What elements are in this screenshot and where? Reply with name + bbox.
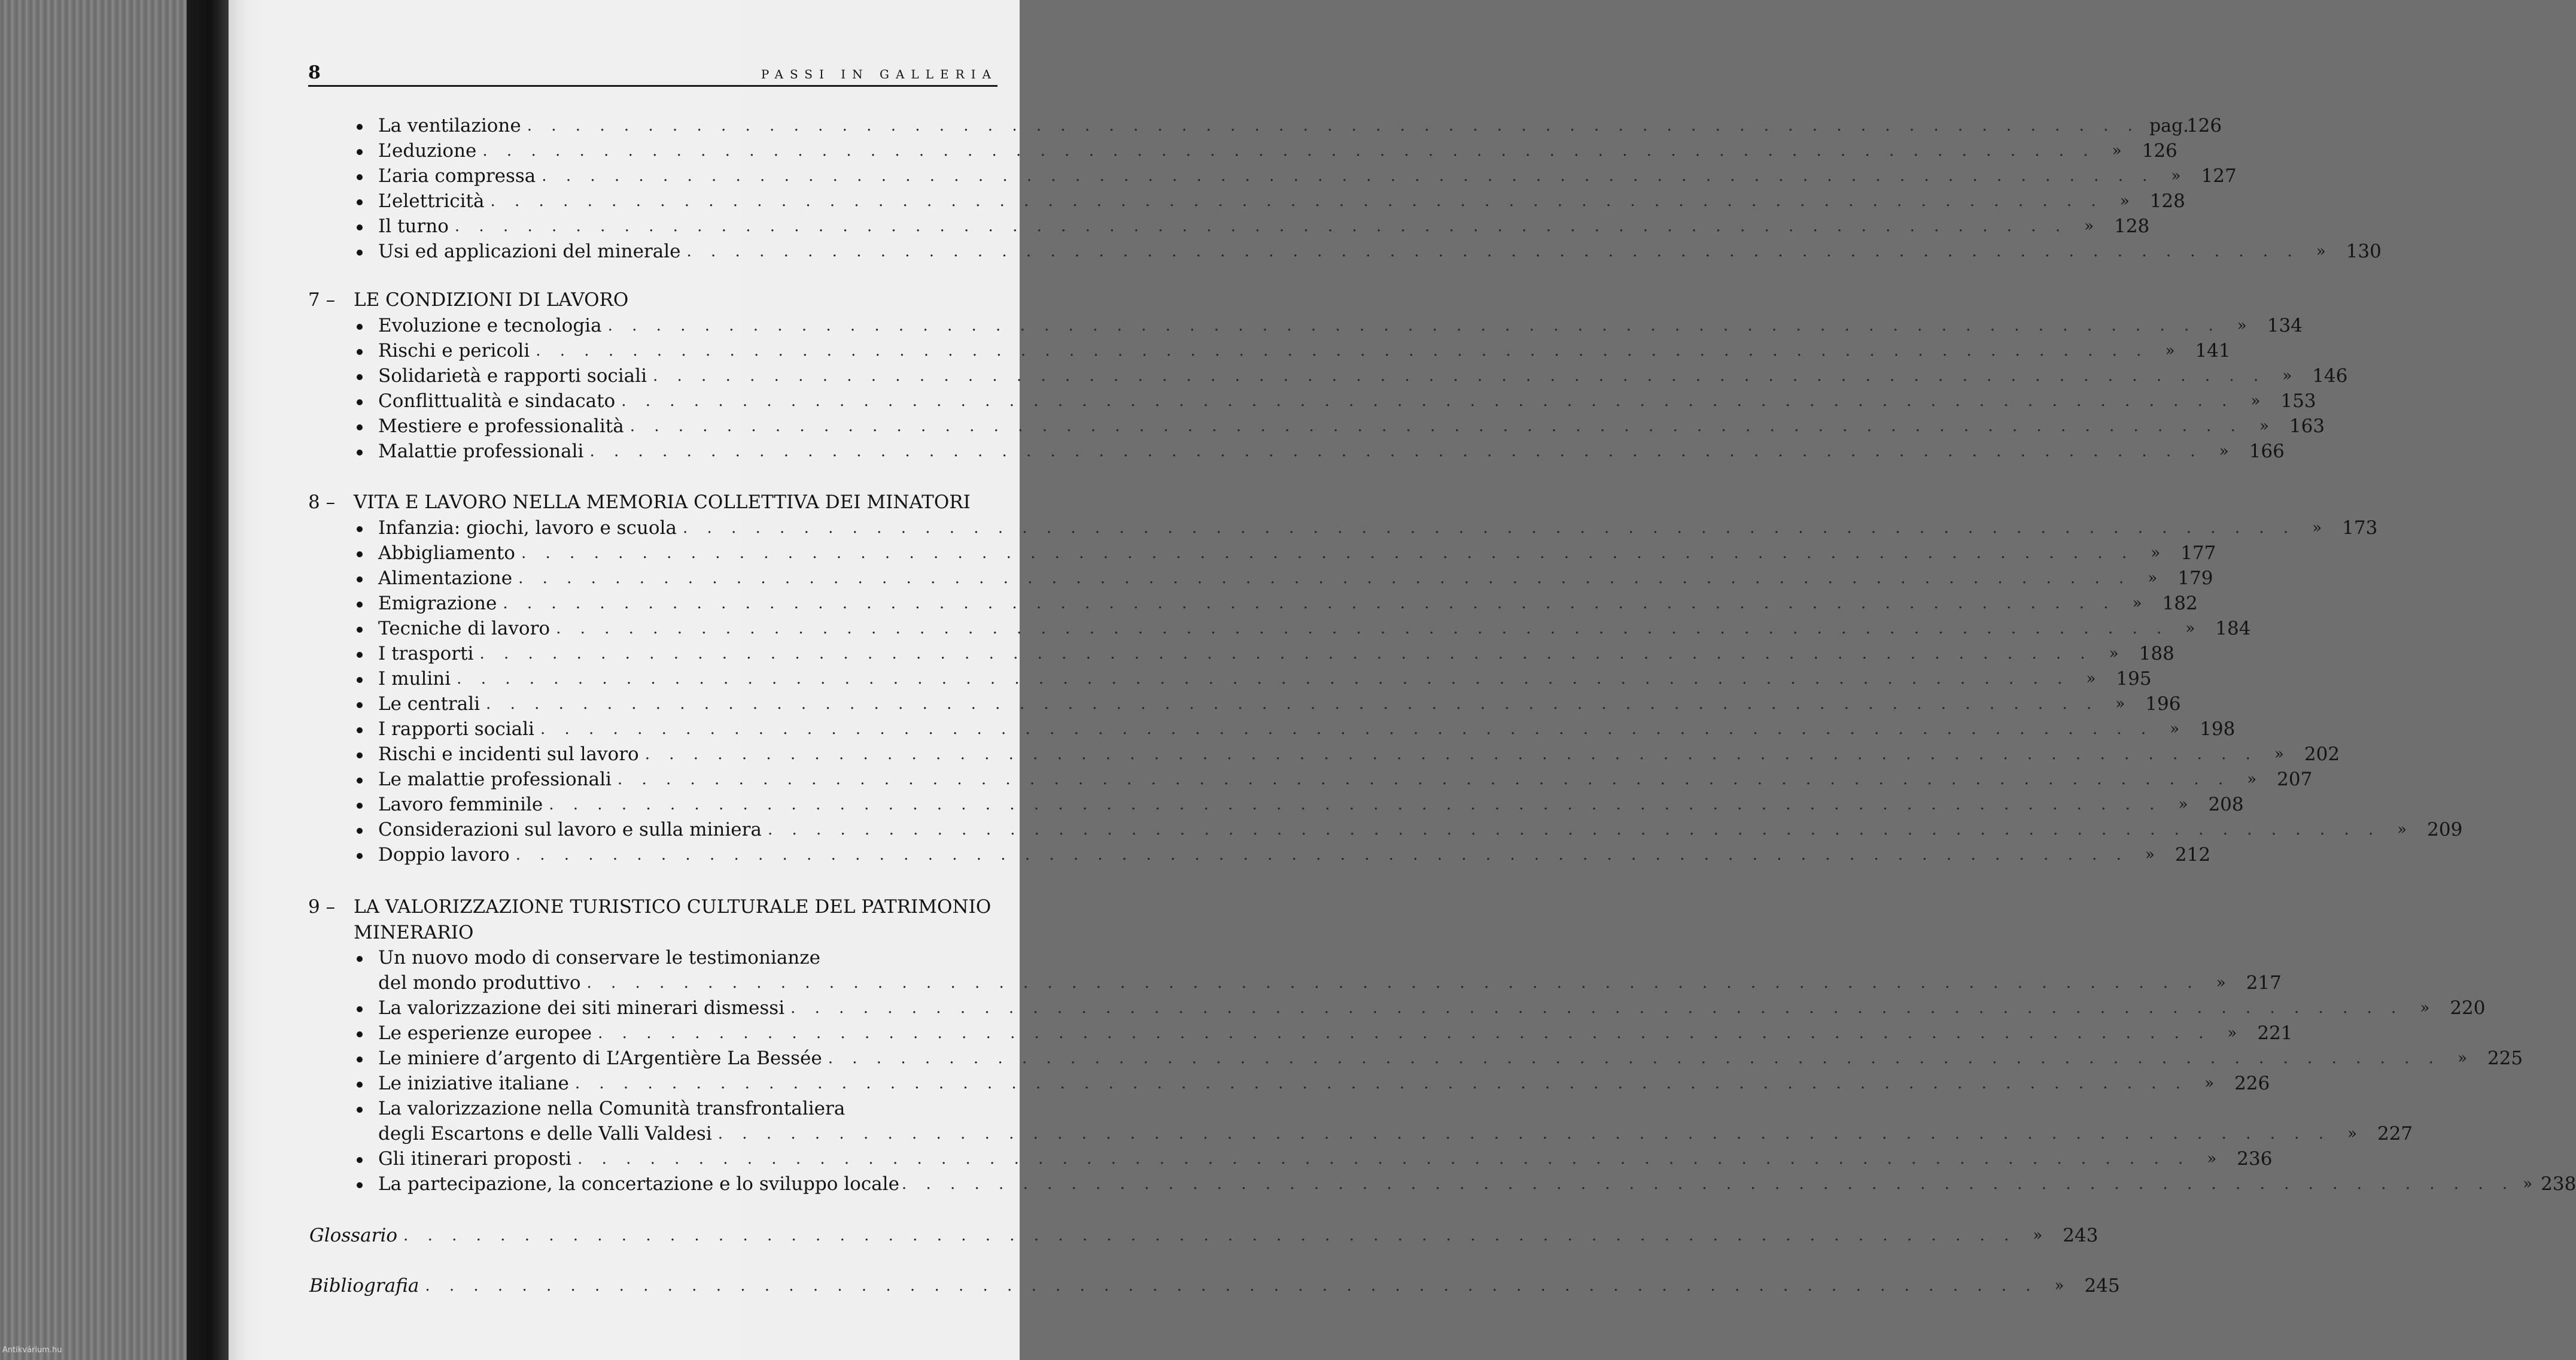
dot-leader: . . . . . . . . . . . . . . . . . . . . . . . . . . . . . . . . . . . . . . . . . . . . . . . . . . . . . . . . . . . . . . . . . . . — [682, 519, 2296, 537]
toc-entry-label: Evoluzione e tecnologia — [378, 315, 602, 336]
dot-leader: . . . . . . . . . . . . . . . . . . . . . . . . . . . . . . . . . . . . . . . . . . . . . . . . . . . . . . . . . . . . . . . . . . . — [542, 167, 2155, 185]
dot-leader: . . . . . . . . . . . . . . . . . . . . . . . . . . . . . . . . . . . . . . . . . . . . . . . . . . . . . . . . . . . . . . . . . . . — [527, 117, 2140, 135]
toc-entry-page: 146 — [2312, 365, 2348, 387]
bullet-icon — [356, 365, 378, 387]
bullet-icon — [356, 844, 378, 866]
section-title: LA VALORIZZAZIONE TURISTICO CULTURALE DEL PATRIMONIO — [354, 896, 992, 918]
toc-entry-marker: » — [2165, 342, 2175, 360]
section-title: LE CONDIZIONI DI LAVORO — [354, 289, 629, 311]
toc-entry — [356, 691, 2181, 717]
toc-entry-label: L’aria compressa — [378, 165, 536, 187]
toc-entry-label: degli Escartons e delle Valli Valdesi — [378, 1123, 712, 1145]
toc-entry-marker: » — [2207, 1150, 2217, 1168]
toc-entry-label: Bibliografia — [309, 1275, 419, 1297]
toc-entry-marker: » — [2259, 417, 2269, 435]
dot-leader: . . . . . . . . . . . . . . . . . . . . . . . . . . . . . . . . . . . . . . . . . . . . . . . . . . . . . . . . . . . . . . . . . . . — [644, 745, 2258, 763]
dot-leader: . . . . . . . . . . . . . . . . . . . . . . . . . . . . . . . . . . . . . . . . . . . . . . . . . . . . . . . . . . . . . . . . . . . — [490, 192, 2103, 210]
bullet-icon — [356, 618, 378, 639]
bullet-icon — [356, 340, 378, 362]
bullet-icon — [356, 567, 378, 589]
toc-entry-marker: » — [2185, 620, 2195, 638]
section-number: 7 – — [308, 289, 336, 311]
bullet-icon — [356, 593, 378, 614]
toc-entry — [356, 666, 2152, 691]
dot-leader: . . . . . . . . . . . . . . . . . . . . . . . . . . . . . . . . . . . . . . . . . . . . . . . . . . . . . . . . . . . . . . . . . . . — [598, 1024, 2211, 1042]
toc-entry — [356, 616, 2251, 641]
toc-entry-label: Le malattie professionali — [378, 769, 612, 790]
toc-entry-label: Le iniziative italiane — [378, 1073, 569, 1094]
toc-entry-label: Le centrali — [378, 693, 480, 715]
toc-entry — [356, 414, 2325, 439]
toc-entry-page: 236 — [2237, 1148, 2273, 1170]
toc-entry-marker: » — [2084, 217, 2094, 235]
bullet-icon — [356, 190, 378, 212]
bullet-icon — [356, 315, 378, 336]
toc-entry-marker: » — [2145, 846, 2155, 864]
toc-entry — [356, 1021, 2293, 1046]
bullet-icon — [356, 819, 378, 840]
bullet-icon — [356, 241, 378, 262]
toc-entry-marker: » — [2109, 645, 2119, 663]
toc-entry — [356, 1146, 2273, 1171]
toc-entry — [356, 439, 2285, 464]
dot-leader: . . . . . . . . . . . . . . . . . . . . . . . . . . . . . . . . . . . . . . . . . . . . . . . . . . . . . . . . . . . . . . . . . . . — [653, 367, 2266, 385]
toc-entry-label: Infanzia: giochi, lavoro e scuola — [378, 517, 677, 539]
dot-leader: . . . . . . . . . . . . . . . . . . . . . . . . . . . . . . . . . . . . . . . . . . . . . . . . . . . . . . . . . . . . . . . . . . . — [717, 1125, 2331, 1143]
toc-entry-label: Un nuovo modo di conservare le testimonianze — [378, 947, 820, 969]
bullet-icon — [356, 165, 378, 187]
toc-entry-marker: » — [2132, 594, 2142, 612]
bullet-icon — [356, 415, 378, 437]
dot-leader: . . . . . . . . . . . . . . . . . . . . . . . . . . . . . . . . . . . . . . . . . . . . . . . . . . . . . . . . . . . . . . . . . . . — [767, 821, 2381, 839]
book-cover-edge — [187, 0, 229, 1360]
toc-entry-marker: » — [2397, 821, 2407, 839]
dot-leader: . . . . . . . . . . . . . . . . . . . . . . . . . . . . . . . . . . . . . . . . . . . . . . . . . . . . . . . . . . . . . . . . . . . — [540, 720, 2154, 738]
toc-entry-label: Conflittualità e sindacato — [378, 390, 616, 412]
toc-entry — [356, 113, 2222, 138]
toc-entry-label: Considerazioni sul lavoro e sulla miniera — [378, 819, 762, 840]
dot-leader: . . . . . . . . . . . . . . . . . . . . . . . . . . . . . . . . . . . . . . . . . . . . . . . . . . . . . . . . . . . . . . . . . . . — [482, 142, 2096, 160]
toc-entry-page: 202 — [2304, 743, 2340, 765]
section-heading — [308, 490, 971, 515]
toc-entry-marker: » — [2054, 1277, 2064, 1295]
toc-entry-page: 209 — [2427, 819, 2463, 840]
bullet-icon — [356, 441, 378, 462]
toc-entry-page: 179 — [2177, 567, 2213, 589]
dot-leader: . . . . . . . . . . . . . . . . . . . . . . . . . . . . . . . . . . . . . . . . . . . . . . . . . . . . . . . . . . . . . . . . . . . — [518, 569, 2131, 587]
toc-entry — [356, 1171, 2576, 1197]
section-heading — [308, 894, 991, 919]
toc-entry-marker: » — [2420, 999, 2430, 1017]
toc-entry-marker: » — [2033, 1227, 2043, 1244]
toc-entry-marker: » — [2347, 1125, 2357, 1143]
toc-entry-page: 134 — [2267, 315, 2303, 336]
running-header — [308, 61, 997, 87]
dot-leader: . . . . . . . . . . . . . . . . . . . . . . . . . . . . . . . . . . . . . . . . . . . . . . . . . . . . . . . . . . . . . . . . . . . — [790, 999, 2404, 1017]
bullet-icon — [356, 668, 378, 690]
toc-entry-label: Malattie professionali — [378, 441, 584, 462]
toc-entry-label: I mulini — [378, 668, 451, 690]
toc-entry-page: 220 — [2450, 997, 2486, 1019]
toc-entry — [356, 591, 2198, 616]
dot-leader: . . . . . . . . . . . . . . . . . . . . . . . . . . . . . . . . . . . . . . . . . . . . . . . . . . . . . . . . . . . . . . . . . . . — [556, 620, 2169, 638]
toc-entry-label: Le esperienze europee — [378, 1022, 592, 1044]
toc-entry-label: Alimentazione — [378, 567, 513, 589]
toc-entry-label: Solidarietà e rapporti sociali — [378, 365, 647, 387]
toc-entry-marker: » — [2219, 442, 2229, 460]
toc-entry — [356, 792, 2244, 817]
toc-entry-continued — [356, 970, 2282, 995]
toc-entry — [356, 515, 2378, 541]
toc-entry — [356, 817, 2463, 842]
toc-entry-label: Rischi e incidenti sul lavoro — [378, 743, 639, 765]
toc-entry-page: 245 — [2084, 1275, 2120, 1297]
toc-entry-page: 127 — [2201, 165, 2237, 187]
section-heading — [308, 287, 628, 312]
running-title: PASSI IN GALLERIA — [761, 67, 997, 81]
toc-entry-label: Usi ed applicazioni del minerale — [378, 241, 681, 262]
toc-entry-label: Le miniere d’argento di L’Argentière La Bessée — [378, 1048, 822, 1069]
bullet-icon — [356, 718, 378, 740]
toc-entry-marker: » — [2247, 770, 2257, 788]
dot-leader: . . . . . . . . . . . . . . . . . . . . . . . . . . . . . . . . . . . . . . . . . . . . . . . . . . . . . . . . . . . . . . . . . . . — [617, 770, 2231, 788]
toc-entry-page: 126 — [2186, 115, 2222, 136]
toc-entry — [356, 363, 2348, 388]
toc-entry-page: 184 — [2215, 618, 2251, 639]
toc-entry-label: Gli itinerari proposti — [378, 1148, 572, 1170]
toc-entry-marker: » — [2312, 519, 2322, 537]
dot-leader: . . . . . . . . . . . . . . . . . . . . . . . . . . . . . . . . . . . . . . . . . . . . . . . . . . . . . . . . . . . . . . . . . . . — [503, 594, 2116, 612]
toc-entry-marker: » — [2523, 1175, 2533, 1193]
toc-entry-page: 177 — [2180, 542, 2216, 564]
toc-entry-page: 225 — [2487, 1048, 2523, 1069]
bullet-icon — [356, 115, 378, 136]
section-title: MINERARIO — [354, 922, 474, 943]
book-page — [229, 0, 2576, 1360]
toc-entry-label: del mondo produttivo — [378, 972, 581, 994]
toc-entry-page: 207 — [2277, 769, 2313, 790]
toc-entry-marker: » — [2282, 367, 2292, 385]
toc-entry-marker: » — [2112, 142, 2122, 160]
toc-entry — [356, 1071, 2270, 1096]
toc-entry — [356, 995, 2486, 1021]
toc-entry-page: 196 — [2145, 693, 2181, 715]
toc-entry — [356, 214, 2150, 239]
toc-entry-label: L’eduzione — [378, 140, 477, 162]
bullet-icon — [356, 947, 378, 969]
toc-entry-page: 212 — [2174, 844, 2211, 866]
toc-entry-page: 153 — [2280, 390, 2316, 412]
dot-leader: . . . . . . . . . . . . . . . . . . . . . . . . . . . . . . . . . . . . . . . . . . . . . . . . . . . . . . . . . . . . . . . . . . . — [589, 442, 2203, 460]
toc-entry-marker: » — [2119, 192, 2130, 210]
section-number: 9 – — [308, 896, 336, 918]
bullet-icon — [356, 997, 378, 1019]
toc-entry-page: 128 — [2149, 190, 2185, 212]
toc-entry-label: La ventilazione — [378, 115, 521, 136]
toc-entry-marker: » — [2086, 670, 2096, 688]
toc-entry-marker: » — [2274, 745, 2284, 763]
toc-entry-label: La partecipazione, la concertazione e lo sviluppo locale — [378, 1173, 899, 1195]
toc-entry-page: 130 — [2346, 241, 2382, 262]
toc-entry — [356, 1096, 997, 1121]
dot-leader: . . . . . . . . . . . . . . . . . . . . . . . . . . . . . . . . . . . . . . . . . . . . . . . . . . . . . . . . . . . . . . . . . . . — [425, 1277, 2038, 1295]
dot-leader: . . . . . . . . . . . . . . . . . . . . . . . . . . . . . . . . . . . . . . . . . . . . . . . . . . . . . . . . . . . . . . . . . . . — [479, 645, 2093, 663]
bullet-icon — [356, 1073, 378, 1094]
dot-leader: . . . . . . . . . . . . . . . . . . . . . . . . . . . . . . . . . . . . . . . . . . . . . . . . . . . . . . . . . . . . . . . . . . . — [901, 1175, 2515, 1193]
bullet-icon — [356, 542, 378, 564]
toc-entry-page: 126 — [2142, 140, 2177, 162]
toc-entry-marker: » — [2216, 974, 2226, 992]
toc-entry-bibliography — [309, 1273, 2120, 1298]
toc-entry-page: 173 — [2342, 517, 2378, 539]
toc-entry-marker: » — [2237, 317, 2247, 335]
dot-leader: . . . . . . . . . . . . . . . . . . . . . . . . . . . . . . . . . . . . . . . . . . . . . . . . . . . . . . . . . . . . . . . . . . . — [629, 417, 2243, 435]
bullet-icon — [356, 643, 378, 664]
bullet-icon — [356, 794, 378, 815]
toc-entry-label: La valorizzazione dei siti minerari dismessi — [378, 997, 785, 1019]
dot-leader: . . . . . . . . . . . . . . . . . . . . . . . . . . . . . . . . . . . . . . . . . . . . . . . . . . . . . . . . . . . . . . . . . . . — [607, 317, 2221, 335]
toc-entry-page: 141 — [2195, 340, 2231, 362]
toc-entry-label: Il turno — [378, 215, 449, 237]
toc-entry-page: 182 — [2162, 593, 2198, 614]
bullet-icon — [356, 693, 378, 715]
bullet-icon — [356, 390, 378, 412]
toc-entry-label: La valorizzazione nella Comunità transfrontaliera — [378, 1098, 846, 1119]
toc-entry-label: Rischi e pericoli — [378, 340, 530, 362]
toc-entry-label: Tecniche di lavoro — [378, 618, 551, 639]
toc-entry-glossary — [309, 1223, 2098, 1248]
dot-leader: . . . . . . . . . . . . . . . . . . . . . . . . . . . . . . . . . . . . . . . . . . . . . . . . . . . . . . . . . . . . . . . . . . . — [621, 392, 2234, 410]
toc-entry-label: Glossario — [309, 1225, 398, 1246]
toc-entry-page: 208 — [2208, 794, 2244, 815]
dot-leader: . . . . . . . . . . . . . . . . . . . . . . . . . . . . . . . . . . . . . . . . . . . . . . . . . . . . . . . . . . . . . . . . . . . — [574, 1074, 2188, 1092]
toc-entry-label: Emigrazione — [378, 593, 497, 614]
toc-entry-marker: » — [2178, 796, 2188, 813]
toc-entry-page: 227 — [2377, 1123, 2413, 1145]
dot-leader: . . . . . . . . . . . . . . . . . . . . . . . . . . . . . . . . . . . . . . . . . . . . . . . . . . . . . . . . . . . . . . . . . . . — [686, 242, 2300, 260]
toc-entry-label: Lavoro femminile — [378, 794, 543, 815]
toc-entry-continued — [356, 1121, 2413, 1146]
dot-leader: . . . . . . . . . . . . . . . . . . . . . . . . . . . . . . . . . . . . . . . . . . . . . . . . . . . . . . . . . . . . . . . . . . . — [457, 670, 2070, 688]
toc-entry-marker: » — [2170, 720, 2180, 738]
bullet-icon — [356, 1022, 378, 1044]
toc-entry-label: Mestiere e professionalità — [378, 415, 624, 437]
dot-leader: . . . . . . . . . . . . . . . . . . . . . . . . . . . . . . . . . . . . . . . . . . . . . . . . . . . . . . . . . . . . . . . . . . . — [577, 1150, 2191, 1168]
toc-entry — [356, 945, 997, 970]
toc-entry-page: 238 — [2541, 1173, 2576, 1195]
toc-entry-marker: » — [2227, 1024, 2237, 1042]
dot-leader: . . . . . . . . . . . . . . . . . . . . . . . . . . . . . . . . . . . . . . . . . . . . . . . . . . . . . . . . . . . . . . . . . . . — [521, 544, 2134, 562]
toc-entry-page: 226 — [2234, 1073, 2270, 1094]
toc-entry — [356, 641, 2174, 666]
toc-entry-marker: » — [2148, 569, 2158, 587]
dot-leader: . . . . . . . . . . . . . . . . . . . . . . . . . . . . . . . . . . . . . . . . . . . . . . . . . . . . . . . . . . . . . . . . . . . — [536, 342, 2149, 360]
toc-entry — [356, 338, 2231, 363]
bullet-icon — [356, 140, 378, 162]
toc-entry — [356, 541, 2216, 566]
toc-entry — [356, 842, 2211, 867]
toc-entry-page: 195 — [2116, 668, 2152, 690]
dot-leader: . . . . . . . . . . . . . . . . . . . . . . . . . . . . . . . . . . . . . . . . . . . . . . . . . . . . . . . . . . . . . . . . . . . — [486, 695, 2099, 713]
toc-entry — [356, 717, 2236, 742]
section-number: 8 – — [308, 491, 336, 513]
toc-entry-label: L’elettricità — [378, 190, 485, 212]
toc-entry-page: 243 — [2063, 1225, 2098, 1246]
dot-leader: . . . . . . . . . . . . . . . . . . . . . . . . . . . . . . . . . . . . . . . . . . . . . . . . . . . . . . . . . . . . . . . . . . . — [828, 1049, 2441, 1067]
toc-entry — [356, 138, 2177, 163]
toc-entry-page: 188 — [2139, 643, 2174, 664]
watermark-text: Antikvárium.hu — [2, 1346, 62, 1355]
toc-entry-page: 221 — [2257, 1022, 2293, 1044]
toc-entry-label: I rapporti sociali — [378, 718, 534, 740]
toc-entry-marker: » — [2115, 695, 2125, 713]
dot-leader: . . . . . . . . . . . . . . . . . . . . . . . . . . . . . . . . . . . . . . . . . . . . . . . . . . . . . . . . . . . . . . . . . . . — [515, 846, 2128, 864]
toc-entry — [356, 163, 2237, 189]
toc-entry — [356, 239, 2382, 264]
toc-entry-label: I trasporti — [378, 643, 474, 664]
toc-entry — [356, 313, 2303, 338]
toc-entry-page: 128 — [2114, 215, 2150, 237]
toc-entry-page: 166 — [2249, 441, 2285, 462]
bullet-icon — [356, 1148, 378, 1170]
page-number: 8 — [308, 62, 321, 83]
toc-entry-marker: » — [2204, 1074, 2214, 1092]
bullet-icon — [356, 743, 378, 765]
toc-entry-marker: » — [2457, 1049, 2467, 1067]
toc-entry-marker: » — [2171, 167, 2181, 185]
bullet-icon — [356, 517, 378, 539]
dot-leader: . . . . . . . . . . . . . . . . . . . . . . . . . . . . . . . . . . . . . . . . . . . . . . . . . . . . . . . . . . . . . . . . . . . — [403, 1227, 2017, 1244]
dot-leader: . . . . . . . . . . . . . . . . . . . . . . . . . . . . . . . . . . . . . . . . . . . . . . . . . . . . . . . . . . . . . . . . . . . — [454, 217, 2068, 235]
dot-leader: . . . . . . . . . . . . . . . . . . . . . . . . . . . . . . . . . . . . . . . . . . . . . . . . . . . . . . . . . . . . . . . . . . . — [586, 974, 2200, 992]
bullet-icon — [356, 1098, 378, 1119]
toc-entry-label: Abbigliamento — [378, 542, 515, 564]
toc-entry-page: 163 — [2289, 415, 2325, 437]
section-title: VITA E LAVORO NELLA MEMORIA COLLETTIVA DEI MINATORI — [354, 491, 971, 513]
toc-entry-label: Doppio lavoro — [378, 844, 510, 866]
toc-entry — [356, 1046, 2523, 1071]
toc-entry-marker: » — [2151, 544, 2161, 562]
toc-entry-marker: » — [2316, 242, 2326, 260]
toc-entry — [356, 566, 2213, 591]
toc-entry — [356, 767, 2313, 792]
background-surface — [0, 0, 191, 1360]
bullet-icon — [356, 215, 378, 237]
toc-entry — [356, 742, 2340, 767]
bullet-icon — [356, 1173, 378, 1195]
toc-entry-marker: » — [2250, 392, 2261, 410]
dot-leader: . . . . . . . . . . . . . . . . . . . . . . . . . . . . . . . . . . . . . . . . . . . . . . . . . . . . . . . . . . . . . . . . . . . — [549, 796, 2162, 813]
toc-entry — [356, 388, 2316, 414]
toc-entry — [356, 189, 2185, 214]
toc-entry-page: 217 — [2246, 972, 2282, 994]
bullet-icon — [356, 1048, 378, 1069]
toc-entry-page: 198 — [2200, 718, 2236, 740]
section-title-continued — [354, 920, 473, 945]
bullet-icon — [356, 769, 378, 790]
toc-entry-marker: pag. — [2149, 115, 2189, 136]
